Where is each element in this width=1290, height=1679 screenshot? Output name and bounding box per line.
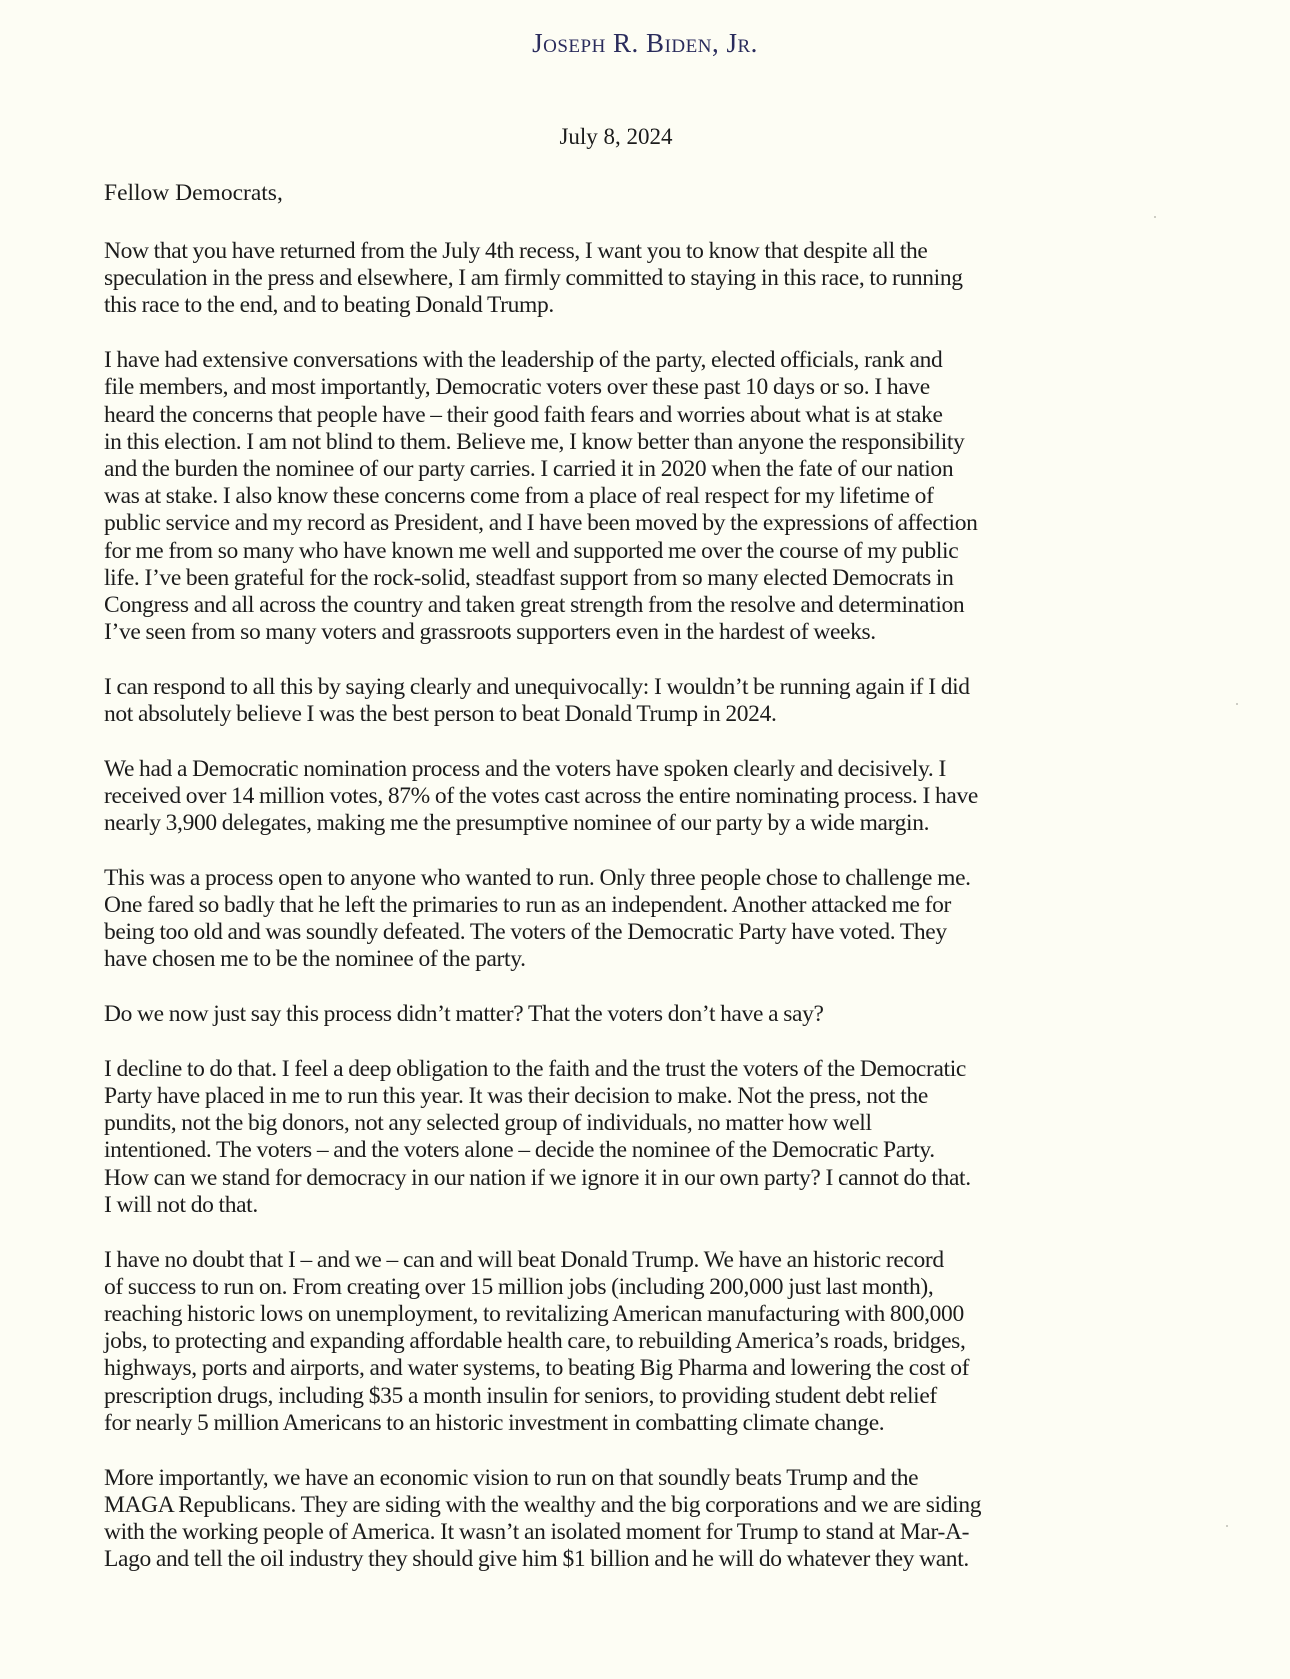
paragraph-nomination-process: We had a Democratic nomination process and the voters have spoken clearly and decisively. I received over 14 million votes, 87% of the votes cast across the entire nominating process. I have nearly 3,900 delegates, making me the presumptive nominee of our party by a wide margin. bbox=[104, 755, 978, 837]
letter-date: July 8, 2024 bbox=[559, 124, 673, 149]
paragraph-decline: I decline to do that. I feel a deep obligation to the faith and the trust the voters of the Democratic Party have placed in me to run this year. It was their decision to make. Not the press, not the pundits, not the big donors, not any selected group of individuals, no matter how well intentioned. The voters – and the voters alone – decide the nominee of the Democratic Party. How can we stand for democracy in our nation if we ignore it in our own party? I cannot do that. I will not do that. bbox=[104, 1055, 971, 1218]
paper-speck bbox=[1154, 216, 1156, 218]
letter-body bbox=[104, 238, 1214, 1601]
paragraph-commitment: Now that you have returned from the July 4th recess, I want you to know that despite all the speculation in the press and elsewhere, I am firmly committed to staying in this race, to running this race to the end, and to beating Donald Trump. bbox=[104, 238, 963, 319]
paragraph-conversations: I have had extensive conversations with the leadership of the party, elected officials, rank and file members, and most importantly, Democratic voters over these past 10 days or so. I have heard the concerns that people have – their good faith fears and worries about what is at stake in this election. I am not blind to them. Believe me, I know better than anyone the responsibility and the burden the nominee of our party carries. I carried it in 2020 when the fate of our nation was at stake. I also know these concerns come from a place of real respect for my lifetime of public service and my record as President, and I have been moved by the expressions of affection for me from so many who have known me well and supported me over the course of my public life. I’ve been grateful for the rock-solid, steadfast support from so many elected Democrats in Congress and all across the country and taken great strength from the resolve and determination I’ve seen from so many voters and grassroots supporters even in the hardest of weeks. bbox=[104, 347, 978, 646]
paragraph-unequivocal: I can respond to all this by saying clearly and unequivocally: I wouldn’t be running again if I did not absolutely believe I was the best person to beat Donald Trump in 2024. bbox=[104, 673, 970, 728]
paper-speck bbox=[1226, 1525, 1228, 1527]
paragraph-record: I have no doubt that I – and we – can and will beat Donald Trump. We have an historic record of success to run on. From creating over 15 million jobs (including 200,000 just last month), reaching historic lows on unemployment, to revitalizing American manufacturing with 800,000 jobs, to protecting and expanding affordable health care, to rebuilding America’s roads, bridges, highways, ports and airports, and water systems, to beating Big Pharma and lowering the cost of prescription drugs, including $35 a month insulin for seniors, to providing student debt relief for nearly 5 million Americans to an historic investment in combatting climate change. bbox=[104, 1246, 970, 1436]
salutation: Fellow Democrats, bbox=[104, 180, 283, 206]
paragraph-challengers: This was a process open to anyone who wanted to run. Only three people chose to challenge me. One fared so badly that he left the primaries to run as an independent. Another attacked me for being too old and was soundly defeated. The voters of the Democratic Party have voted. They have chosen me to be the nominee of the party. bbox=[104, 864, 971, 973]
paragraph-economic-vision: More importantly, we have an economic vision to run on that soundly beats Trump and the MAGA Republicans. They are siding with the wealthy and the big corporations and we are siding with the working people of America. It wasn’t an isolated moment for Trump to stand at Mar-A- Lago and tell the oil industry they should give him $1 billion and he will do whatever they want. bbox=[104, 1464, 982, 1573]
paragraph-question: Do we now just say this process didn’t matter? That the voters don’t have a say? bbox=[104, 1001, 824, 1028]
paper-speck bbox=[1236, 703, 1238, 705]
letterhead: Joseph R. Biden, Jr. bbox=[532, 28, 758, 58]
